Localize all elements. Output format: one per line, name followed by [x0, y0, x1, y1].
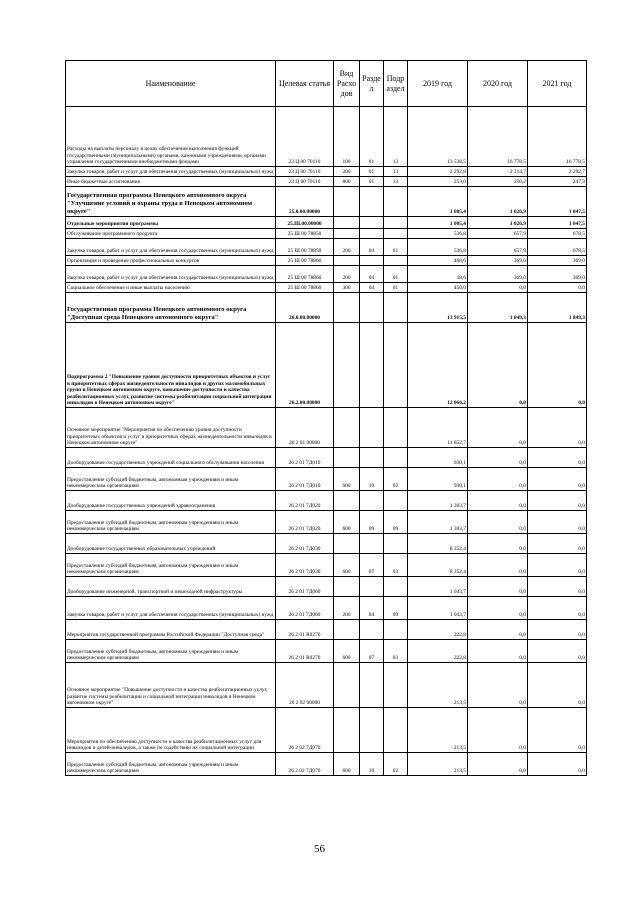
- row-target-code: 26 2 01 7Д010: [276, 468, 334, 491]
- row-name: Иные бюджетные ассигнования: [66, 177, 276, 187]
- row-target-code: 26 2 01 7Д020: [276, 511, 334, 534]
- row-value-2020: 657,9: [468, 239, 528, 256]
- table-row: [66, 640, 587, 663]
- row-value-2021: 0,0: [528, 468, 587, 491]
- row-subsection: 09: [384, 511, 408, 534]
- row-section: 09: [360, 511, 384, 534]
- table-row: [66, 408, 587, 448]
- row-value-2020: 0,0: [468, 753, 528, 776]
- row-expense-type: 200: [334, 597, 360, 620]
- row-name: Предоставление субсидий бюджетным, автономным учреждениям и иным некоммерческим организациям: [66, 554, 276, 577]
- table-row: [66, 229, 587, 239]
- row-expense-type: [334, 491, 360, 511]
- row-value-2020: 0,0: [468, 448, 528, 468]
- row-value-2020: 0,0: [468, 663, 528, 708]
- row-section: 07: [360, 640, 384, 663]
- row-section: [360, 577, 384, 597]
- row-value-2021: 2 292,7: [528, 167, 587, 177]
- row-value-2019: 8 352,4: [408, 554, 468, 577]
- row-subsection: [384, 663, 408, 708]
- row-value-2021: 0,0: [528, 620, 587, 640]
- row-value-2019: 222,8: [408, 620, 468, 640]
- row-value-2021: 369,0: [528, 266, 587, 283]
- row-target-code: 26 2 01 7Д030: [276, 534, 334, 554]
- row-expense-type: [334, 448, 360, 468]
- row-subsection: 13: [384, 107, 408, 167]
- table-row: [66, 753, 587, 776]
- row-value-2020: 369,0: [468, 266, 528, 283]
- row-value-2020: 0,0: [468, 577, 528, 597]
- row-target-code: 25.0.00.00000: [276, 187, 334, 217]
- row-expense-type: [334, 323, 360, 408]
- header-section: Разде л: [360, 61, 384, 107]
- row-value-2021: 0,0: [528, 511, 587, 534]
- row-expense-type: [334, 408, 360, 448]
- row-value-2019: 1 043,7: [408, 577, 468, 597]
- row-target-code: 25 Ш 00 78860: [276, 283, 334, 293]
- row-expense-type: [334, 256, 360, 266]
- table-row: [66, 554, 587, 577]
- row-subsection: 13: [384, 167, 408, 177]
- row-name: Основное мероприятие "Мероприятия по обеспечению уровня доступности приоритетных объектов и услуг в приоритетных сферах жизнедеятельности инвалидов в Ненецком автономном округе": [66, 408, 276, 448]
- table-row: [66, 597, 587, 620]
- table-row: [66, 511, 587, 534]
- row-target-code: 26 2 01 7Д060: [276, 597, 334, 620]
- table-row: [66, 283, 587, 293]
- row-value-2021: 0,0: [528, 663, 587, 708]
- row-expense-type: 100: [334, 107, 360, 167]
- row-section: [360, 491, 384, 511]
- row-subsection: [384, 293, 408, 323]
- table-row: [66, 239, 587, 256]
- row-expense-type: [334, 708, 360, 753]
- row-target-code: 26 2 01 7Д030: [276, 554, 334, 577]
- row-value-2020: 2 314,7: [468, 167, 528, 177]
- row-name: Закупка товаров, работ и услуг для обеспечения государственных (муниципальных) нужд: [66, 597, 276, 620]
- row-section: [360, 448, 384, 468]
- row-value-2019: 11 852,7: [408, 408, 468, 448]
- row-value-2019: 536,8: [408, 229, 468, 239]
- row-value-2020: 1 026,9: [468, 217, 528, 229]
- row-name: Предоставление субсидий бюджетным, автономным учреждениям и иным некоммерческим организациям: [66, 753, 276, 776]
- row-section: [360, 708, 384, 753]
- row-name: Подпрограмма 2 "Повышение уровня доступности приоритетных объектов и услуг в приоритетных сферах жизнедеятельности инвалидов и других маломобильных групп в Ненецком автономном округе, повышение доступности и качества реабилитационных услуг, развитие системы реабилитации социальной интеграции инвалидов в Ненецком автономном округе": [66, 323, 276, 408]
- row-target-code: 25 Ш 00 78850: [276, 229, 334, 239]
- row-target-code: 26 2 01 7Д020: [276, 491, 334, 511]
- table-row: [66, 534, 587, 554]
- row-name: Мероприятия по обеспечению доступности и качества реабилитационных услуг для инвалидов и детей-инвалидов, а также по содействию их социальной интеграции: [66, 708, 276, 753]
- table-row: [66, 187, 587, 217]
- row-section: 01: [360, 177, 384, 187]
- row-value-2019: 18,6: [408, 266, 468, 283]
- row-section: [360, 620, 384, 640]
- row-value-2021: 369,0: [528, 256, 587, 266]
- row-target-code: 25.Ш.00.00000: [276, 217, 334, 229]
- row-name: Закупка товаров, работ и услуг для обеспечения государственных (муниципальных) нужд: [66, 266, 276, 283]
- row-value-2021: 0,0: [528, 491, 587, 511]
- row-target-code: 25 Ш 00 78860: [276, 266, 334, 283]
- row-value-2019: 536,8: [408, 239, 468, 256]
- header-2020: 2020 год: [468, 61, 528, 107]
- row-expense-type: [334, 663, 360, 708]
- row-expense-type: 200: [334, 239, 360, 256]
- row-target-code: 26 2 02 7Д070: [276, 753, 334, 776]
- row-subsection: [384, 408, 408, 448]
- row-section: 10: [360, 753, 384, 776]
- table-row: [66, 663, 587, 708]
- row-name: Расходы на выплаты персоналу в целях обеспечения выполнения функций государственными (муниципальными) органами, казенными учреждениями, органами управления государственными внебюджетными фондами: [66, 107, 276, 167]
- row-value-2021: 678,5: [528, 229, 587, 239]
- row-value-2021: 0,0: [528, 534, 587, 554]
- row-name: Основное мероприятие "Повышение доступности и качества реабилитационных услуг, развитие системы реабилитации и социальной интеграции инвалидов в Ненецком автономном округе": [66, 663, 276, 708]
- row-name: Государственная программа Ненецкого автономного округа "Доступная среда Ненецкого автономного округа": [66, 293, 276, 323]
- row-subsection: [384, 187, 408, 217]
- row-name: Предоставление субсидий бюджетным, автономным учреждениям и иным некоммерческим организациям: [66, 640, 276, 663]
- row-target-code: 23 Ц 00 70110: [276, 107, 334, 167]
- row-section: [360, 187, 384, 217]
- row-value-2020: 0,0: [468, 597, 528, 620]
- table-row: [66, 256, 587, 266]
- table-body: [66, 107, 587, 776]
- row-section: 04: [360, 239, 384, 256]
- row-subsection: [384, 491, 408, 511]
- row-name: Социальное обеспечение и иные выплаты населению: [66, 283, 276, 293]
- table-header-row: [66, 61, 587, 107]
- row-value-2020: 0,0: [468, 408, 528, 448]
- row-target-code: 26.2.00.00000: [276, 323, 334, 408]
- row-value-2021: 0,0: [528, 708, 587, 753]
- row-value-2019: 1 303,7: [408, 511, 468, 534]
- row-value-2019: 930,1: [408, 448, 468, 468]
- row-name: Государственная программа Ненецкого автономного округа "Улучшение условий и охраны труда в Ненецком автономном округе": [66, 187, 276, 217]
- header-name: Наименование: [66, 61, 276, 107]
- table-row: [66, 708, 587, 753]
- row-subsection: 02: [384, 753, 408, 776]
- row-name: Закупка товаров, работ и услуг для обеспечения государственных (муниципальных) нужд: [66, 167, 276, 177]
- row-section: 10: [360, 468, 384, 491]
- row-value-2019: 213,5: [408, 753, 468, 776]
- table-row: [66, 448, 587, 468]
- row-target-code: 25 Ш 00 78860: [276, 256, 334, 266]
- row-value-2020: 0,0: [468, 491, 528, 511]
- row-expense-type: [334, 187, 360, 217]
- row-value-2020: 0,0: [468, 708, 528, 753]
- row-target-code: 26 2 02 00000: [276, 663, 334, 708]
- row-section: [360, 663, 384, 708]
- row-name: Обслуживание программного продукта: [66, 229, 276, 239]
- row-expense-type: 300: [334, 283, 360, 293]
- row-subsection: 01: [384, 266, 408, 283]
- table-row: [66, 468, 587, 491]
- row-target-code: 25 Ш 00 78850: [276, 239, 334, 256]
- row-name: Мероприятия государственной программы Российской Федерации "Доступная среда": [66, 620, 276, 640]
- row-section: [360, 229, 384, 239]
- row-target-code: 26 2 02 7Д070: [276, 708, 334, 753]
- row-value-2020: 0,0: [468, 511, 528, 534]
- row-value-2021: 0,0: [528, 597, 587, 620]
- row-name: Дооборудование инженерной, транспортной и пешеходной инфраструктуры: [66, 577, 276, 597]
- row-value-2021: 1 047,5: [528, 217, 587, 229]
- row-subsection: 02: [384, 468, 408, 491]
- row-expense-type: 800: [334, 177, 360, 187]
- row-value-2019: 213,5: [408, 708, 468, 753]
- row-target-code: 26 2 01 R0270: [276, 620, 334, 640]
- row-subsection: [384, 323, 408, 408]
- row-subsection: [384, 577, 408, 597]
- row-expense-type: 600: [334, 468, 360, 491]
- row-value-2019: 13 538,5: [408, 107, 468, 167]
- table-row: [66, 266, 587, 283]
- row-value-2021: 0,0: [528, 753, 587, 776]
- header-subsection: Подр аздел: [384, 61, 408, 107]
- row-expense-type: 600: [334, 554, 360, 577]
- row-subsection: 01: [384, 239, 408, 256]
- row-value-2019: 2 292,8: [408, 167, 468, 177]
- row-value-2021: 678,5: [528, 239, 587, 256]
- row-name: Предоставление субсидий бюджетным, автономным учреждениям и иным некоммерческим организациям: [66, 511, 276, 534]
- row-value-2019: 213,5: [408, 663, 468, 708]
- row-subsection: [384, 217, 408, 229]
- row-value-2020: 0,0: [468, 323, 528, 408]
- table-row: [66, 167, 587, 177]
- row-value-2019: 1 005,4: [408, 187, 468, 217]
- row-value-2019: 468,6: [408, 256, 468, 266]
- row-value-2020: 0,0: [468, 534, 528, 554]
- row-value-2020: 16 778,5: [468, 107, 528, 167]
- row-target-code: 26 2 01 7Д060: [276, 577, 334, 597]
- row-value-2020: 0,0: [468, 283, 528, 293]
- row-name: Организация и проведение профессиональных конкурсов: [66, 256, 276, 266]
- row-name: Предоставление субсидий бюджетным, автономным учреждениям и иным некоммерческим организациям: [66, 468, 276, 491]
- row-target-code: 23 Ц 00 70110: [276, 167, 334, 177]
- row-section: 01: [360, 167, 384, 177]
- row-value-2020: 1 849,3: [468, 293, 528, 323]
- row-subsection: 01: [384, 283, 408, 293]
- row-value-2019: 1 043,7: [408, 597, 468, 620]
- row-subsection: [384, 448, 408, 468]
- table-row: [66, 177, 587, 187]
- table-row: [66, 323, 587, 408]
- row-section: 04: [360, 597, 384, 620]
- row-value-2020: 0,0: [468, 468, 528, 491]
- table-row: [66, 577, 587, 597]
- row-value-2020: 657,9: [468, 229, 528, 239]
- row-expense-type: 600: [334, 753, 360, 776]
- row-name: Дооборудование государственных учреждений здравоохранения: [66, 491, 276, 511]
- row-value-2020: 369,0: [468, 256, 528, 266]
- row-subsection: [384, 534, 408, 554]
- header-2021: 2021 год: [528, 61, 587, 107]
- row-subsection: [384, 229, 408, 239]
- row-value-2019: 930,1: [408, 468, 468, 491]
- row-expense-type: [334, 620, 360, 640]
- row-value-2021: 0,0: [528, 408, 587, 448]
- row-section: [360, 408, 384, 448]
- row-value-2021: 0,0: [528, 640, 587, 663]
- row-subsection: [384, 708, 408, 753]
- row-section: 04: [360, 283, 384, 293]
- row-value-2019: 1 303,7: [408, 491, 468, 511]
- row-value-2020: 0,0: [468, 554, 528, 577]
- row-expense-type: 200: [334, 266, 360, 283]
- row-value-2020: 250,2: [468, 177, 528, 187]
- row-expense-type: [334, 293, 360, 323]
- row-target-code: 26 2 01 R0270: [276, 640, 334, 663]
- row-expense-type: [334, 534, 360, 554]
- row-section: [360, 534, 384, 554]
- row-name: Отдельные мероприятия программы: [66, 217, 276, 229]
- row-subsection: 09: [384, 597, 408, 620]
- row-value-2021: 247,3: [528, 177, 587, 187]
- header-2019: 2019 год: [408, 61, 468, 107]
- row-target-code: 23 Ц 00 70110: [276, 177, 334, 187]
- row-name: Дооборудование государственных образовательных учреждений: [66, 534, 276, 554]
- table-row: [66, 293, 587, 323]
- row-value-2019: 8 352,4: [408, 534, 468, 554]
- row-section: 01: [360, 107, 384, 167]
- row-value-2021: 1 047,5: [528, 187, 587, 217]
- row-value-2021: 0,0: [528, 577, 587, 597]
- row-value-2020: 1 026,9: [468, 187, 528, 217]
- row-expense-type: [334, 229, 360, 239]
- row-value-2021: 0,0: [528, 283, 587, 293]
- row-value-2020: 0,0: [468, 620, 528, 640]
- row-value-2021: 1 849,3: [528, 293, 587, 323]
- budget-table: [65, 60, 587, 776]
- row-section: [360, 293, 384, 323]
- row-subsection: 03: [384, 554, 408, 577]
- row-value-2019: 12 066,2: [408, 323, 468, 408]
- row-value-2019: 1 005,4: [408, 217, 468, 229]
- header-target-article: Целевая статья: [276, 61, 334, 107]
- row-target-code: 26.0.00.00000: [276, 293, 334, 323]
- table-row: [66, 491, 587, 511]
- row-section: 04: [360, 266, 384, 283]
- row-section: [360, 256, 384, 266]
- row-subsection: [384, 256, 408, 266]
- row-value-2021: 0,0: [528, 448, 587, 468]
- row-expense-type: 600: [334, 640, 360, 663]
- row-value-2021: 16 778,5: [528, 107, 587, 167]
- row-expense-type: 600: [334, 511, 360, 534]
- row-target-code: 26 2 01 00000: [276, 408, 334, 448]
- row-section: [360, 323, 384, 408]
- row-subsection: 03: [384, 640, 408, 663]
- row-value-2019: 450,0: [408, 283, 468, 293]
- row-value-2021: 0,0: [528, 554, 587, 577]
- row-expense-type: [334, 577, 360, 597]
- row-expense-type: 200: [334, 167, 360, 177]
- row-value-2019: 253,0: [408, 177, 468, 187]
- row-name: Дооборудование государственных учреждений социального обслуживания населения: [66, 448, 276, 468]
- row-section: [360, 217, 384, 229]
- row-expense-type: [334, 217, 360, 229]
- row-value-2019: 13 915,5: [408, 293, 468, 323]
- table-row: [66, 107, 587, 167]
- page-number: 56: [314, 843, 325, 855]
- table-row: [66, 217, 587, 229]
- row-value-2019: 222,8: [408, 640, 468, 663]
- row-value-2020: 0,0: [468, 640, 528, 663]
- row-subsection: 13: [384, 177, 408, 187]
- table-row: [66, 620, 587, 640]
- row-value-2021: 0,0: [528, 323, 587, 408]
- row-subsection: [384, 620, 408, 640]
- row-target-code: 26 2 01 7Д010: [276, 448, 334, 468]
- row-name: Закупка товаров, работ и услуг для обеспечения государственных (муниципальных) нужд: [66, 239, 276, 256]
- header-expense-type: Вид Расхо дов: [334, 61, 360, 107]
- row-section: 07: [360, 554, 384, 577]
